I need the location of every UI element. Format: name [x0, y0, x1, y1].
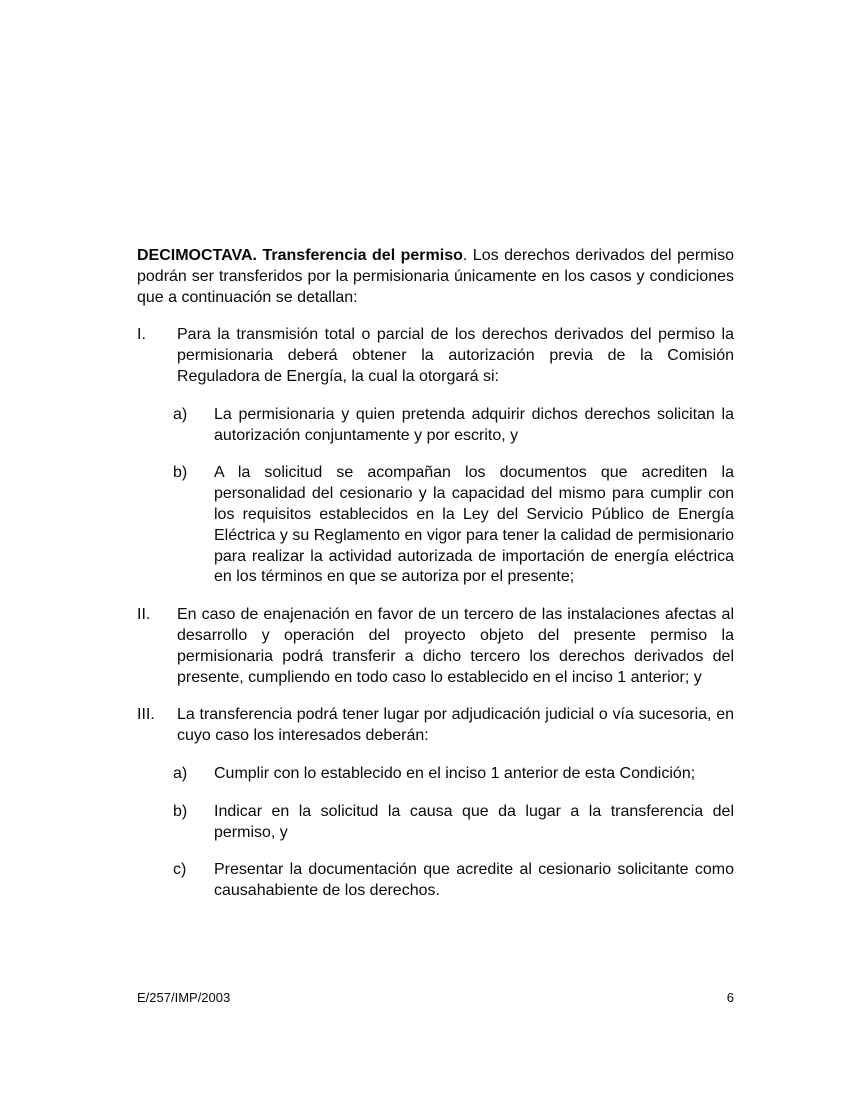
page-footer — [137, 990, 734, 1006]
list-item-text: La permisionaria y quien pretenda adquirir dichos derechos solicitan la autorización conjuntamente y por escrito, y — [214, 405, 734, 444]
list-marker: III. — [137, 706, 155, 724]
list-item-text: Indicar en la solicitud la causa que da lugar a la transferencia del permiso, y — [214, 802, 734, 841]
list-item-text: Presentar la documentación que acredite al cesionario solicitante como causahabiente de los derechos. — [214, 861, 734, 900]
list-item-roman-2 — [137, 605, 734, 688]
clause-heading: DECIMOCTAVA. Transferencia del permiso — [137, 247, 463, 264]
list-subitem-1b — [173, 463, 734, 588]
list-subitem-3a — [173, 764, 734, 785]
clause-intro-text: . Los derechos derivados del permiso podrán ser transferidos por la permisionaria únicamente en los casos y condiciones que a continuación se detallan: — [137, 247, 735, 306]
list-marker: b) — [173, 464, 188, 482]
list-marker: a) — [173, 764, 188, 782]
list-item-text: En caso de enajenación en favor de un tercero de las instalaciones afectas al desarrollo y operación del proyecto objeto del presente permiso la permisionaria podrá transferir a dicho tercero los derechos derivados del presente, cumpliendo en todo caso lo establecido en el inciso 1 anterior; y — [177, 606, 734, 686]
list-marker: b) — [173, 802, 188, 820]
list-marker: c) — [173, 861, 187, 879]
list-subitem-1a — [173, 405, 734, 447]
list-marker: I. — [137, 326, 146, 344]
list-item-roman-3 — [137, 705, 734, 747]
list-subitem-3b — [173, 802, 734, 844]
page-number: 6 — [726, 990, 734, 1005]
list-item-text: La transferencia podrá tener lugar por adjudicación judicial o vía sucesoria, en cuyo caso los interesados deberán: — [177, 706, 734, 745]
list-item-text: Cumplir con lo establecido en el inciso 1 anterior de esta Condición; — [214, 764, 696, 782]
list-item-text: A la solicitud se acompañan los documentos que acrediten la personalidad del cesionario y la capacidad del mismo para cumplir con los requisitos establecidos en la Ley del Servicio Público de Energía Eléctrica y su Reglamento en vigor para tener la calidad de permisionario para realizar la actividad autorizada de importación de energía eléctrica en los términos en que se autoriza por el presente; — [214, 464, 734, 586]
list-subitem-3c — [173, 860, 734, 902]
document-body — [137, 246, 734, 919]
paragraph-intro — [137, 246, 734, 308]
list-marker: a) — [173, 405, 188, 423]
document-reference: E/257/IMP/2003 — [137, 990, 231, 1005]
list-item-text: Para la transmisión total o parcial de los derechos derivados del permiso la permisionaria deberá obtener la autorización previa de la Comisión Reguladora de Energía, la cual la otorgará si: — [177, 326, 734, 385]
list-marker: II. — [137, 606, 151, 624]
list-item-roman-1 — [137, 325, 734, 387]
